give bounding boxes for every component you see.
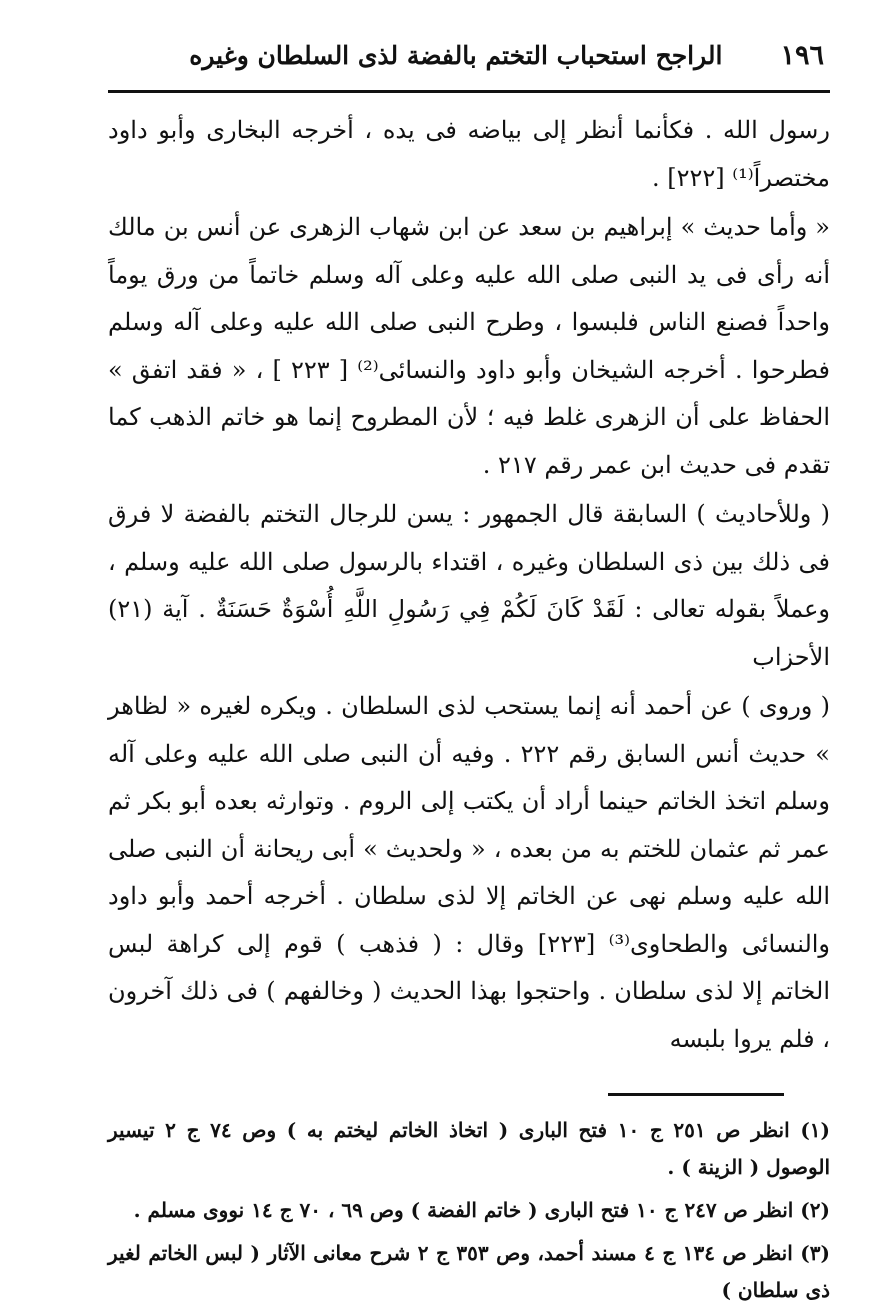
footnote-rule <box>608 1093 784 1096</box>
header-rule <box>108 90 830 93</box>
main-text <box>108 107 830 1063</box>
paragraph-3 <box>108 491 830 681</box>
footnotes <box>108 1112 830 1309</box>
paragraph-1: رسول الله . فكأنما أنظر إلى بياضه فى يده ، أخرجه البخارى وأبو داود مختصراً⁽¹⁾ [٢٢٢] . <box>108 116 830 192</box>
running-title: الراجح استحباب التختم بالفضة لذى السلطان وغيره <box>189 41 723 70</box>
footnote-2: (٢) انظر ص ٢٤٧ ج ١٠ فتح البارى ( خاتم الفضة ) وص ٦٩ ، ٧٠ ج ١٤ نووى مسلم . <box>133 1198 830 1222</box>
paragraph-4: ( وروى ) عن أحمد أنه إنما يستحب لذى السلطان . ويكره لغيره « لظاهر » حديث أنس السابق رقم ٢٢٢ . وفيه أن النبى صلى الله عليه وعلى آله وسلم اتخذ الخاتم حينما أراد أن يكتب إلى الروم . وتوارثه بعده أبو بكر ثم عمر ثم عثمان للختم به من بعده ، « ولحديث » أبى ريحانة أن النبى صلى الله عليه وسلم نهى عن الخاتم إلا لذى سلطان . أخرجه أحمد وأبو داود والنسائى والطحاوى⁽³⁾ [٢٢٣] وقال : ( فذهب ) قوم إلى كراهة لبس الخاتم إلا لذى سلطان . واحتجوا بهذا الحديث ( وخالفهم ) فى ذلك آخرون ، فلم يروا بلبسه <box>108 692 831 1053</box>
page-number: ١٩٦ <box>780 40 824 71</box>
quran-verse: لَقَدْ كَانَ لَكُمْ فِي رَسُولِ اللَّهِ أُسْوَةٌ حَسَنَةٌ <box>215 595 625 623</box>
paragraph-3-text: ( وللأحاديث ) السابقة قال الجمهور : يسن للرجال التختم بالفضة لا فرق فى ذلك بين ذى السلطان وغيره ، اقتداء بالرسول صلى الله عليه وسلم ، وعملاً بقوله تعالى : <box>108 500 831 623</box>
page-header <box>108 40 830 84</box>
footnote-3: (٣) انظر ص ١٣٤ ج ٤ مسند أحمد، وص ٣٥٣ ج ٢ شرح معانى الآثار ( لبس الخاتم لغير ذى سلطان ) <box>108 1241 830 1302</box>
footnote-1: (١) انظر ص ٢٥١ ج ١٠ فتح البارى ( اتخاذ الخاتم ليختم به ) وص ٧٤ ج ٢ تيسير الوصول ( الزينة ) . <box>108 1118 831 1179</box>
verse-reference: . آية (٢١) الأحزاب <box>108 595 830 671</box>
paragraph-2: « وأما حديث » إبراهيم بن سعد عن ابن شهاب الزهرى عن أنس بن مالك أنه رأى فى يد النبى صلى الله عليه وعلى آله وسلم خاتماً من ورق يوماً واحداً فصنع الناس فلبسوا ، وطرح النبى صلى الله عليه وعلى آله وسلم فطرحوا . أخرجه الشيخان وأبو داود والنسائى⁽²⁾ [ ٢٢٣ ] ، « فقد اتفق » الحفاظ على أن الزهرى غلط فيه ؛ لأن المطروح إنما هو خاتم الذهب كما تقدم فى حديث ابن عمر رقم ٢١٧ . <box>108 213 831 479</box>
